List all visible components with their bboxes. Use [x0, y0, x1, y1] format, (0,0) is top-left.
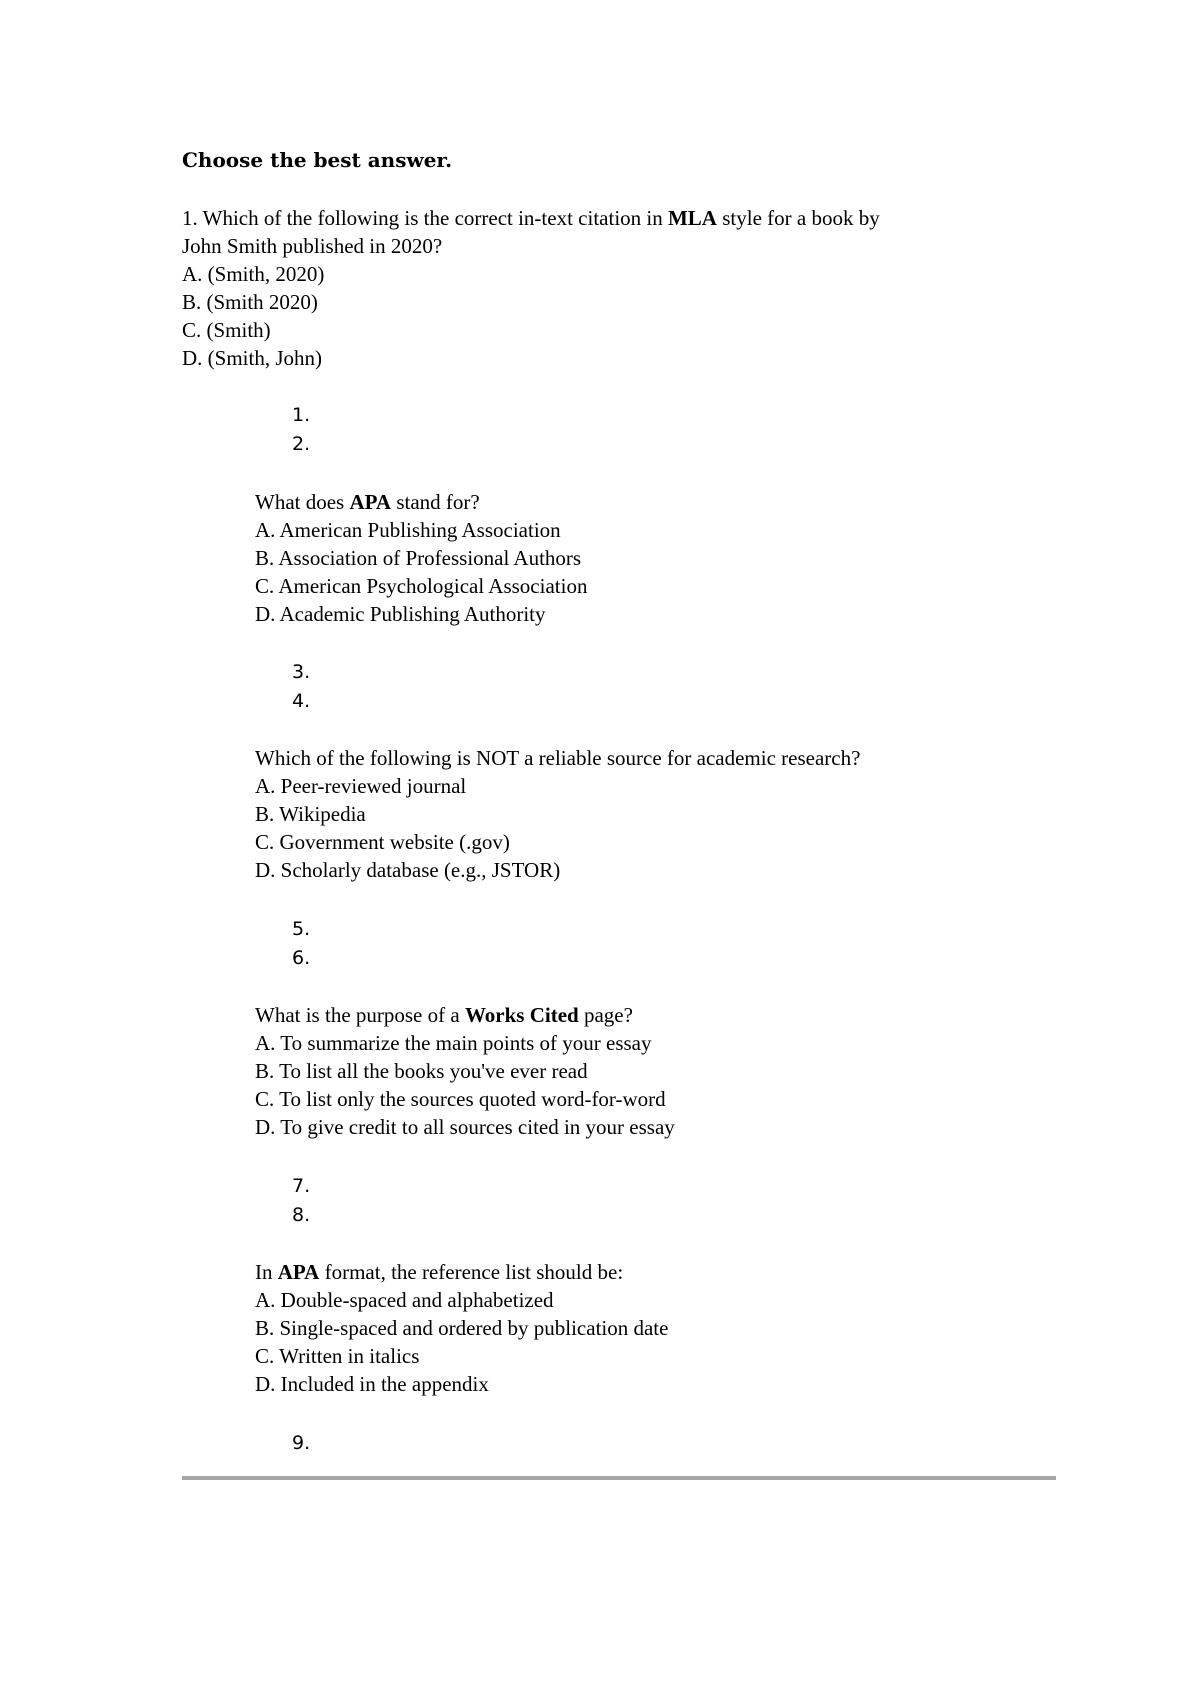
q5-option-a: A. Double-spaced and alphabetized — [255, 1288, 554, 1312]
works-cited-bold: Works Cited — [464, 1003, 579, 1027]
question-2-text: What does APA stand for? — [255, 490, 480, 514]
apa-bold: APA — [349, 490, 392, 514]
q3-option-a: A. Peer-reviewed journal — [255, 774, 467, 798]
q4-option-d: D. To give credit to all sources cited in your essay — [255, 1115, 675, 1139]
q2-option-a: A. American Publishing Association — [255, 518, 561, 542]
list-number-3: 3. — [292, 661, 311, 683]
q3-option-c: C. Government website (.gov) — [255, 830, 510, 854]
question-3-text: Which of the following is NOT a reliable source for academic research? — [255, 746, 861, 770]
instructions-heading: Choose the best answer. — [182, 148, 453, 172]
question-1-text: 1. Which of the following is the correct in-text citation in MLA style for a book by — [182, 206, 880, 230]
list-number-4: 4. — [292, 690, 311, 712]
q4-option-c: C. To list only the sources quoted word-for-word — [255, 1087, 666, 1111]
list-number-9: 9. — [292, 1432, 311, 1454]
q2-option-d: D. Academic Publishing Authority — [255, 602, 546, 626]
list-number-6: 6. — [292, 947, 311, 969]
list-number-1: 1. — [292, 404, 311, 426]
q4-option-b: B. To list all the books you've ever read — [255, 1059, 588, 1083]
question-4-text: What is the purpose of a Works Cited page? — [255, 1003, 633, 1027]
q4-option-a: A. To summarize the main points of your essay — [255, 1031, 652, 1055]
question-1-text-line2: John Smith published in 2020? — [182, 234, 443, 258]
question-5-text: In APA format, the reference list should be: — [255, 1260, 624, 1284]
q3-option-b: B. Wikipedia — [255, 802, 366, 826]
q1-option-b: B. (Smith 2020) — [182, 290, 318, 314]
q5-option-c: C. Written in italics — [255, 1344, 420, 1368]
q5-option-b: B. Single-spaced and ordered by publication date — [255, 1316, 669, 1340]
q1-option-a: A. (Smith, 2020) — [182, 262, 325, 286]
q3-option-d: D. Scholarly database (e.g., JSTOR) — [255, 858, 561, 882]
q1-option-c: C. (Smith) — [182, 318, 271, 342]
mla-bold: MLA — [667, 206, 717, 230]
apa-bold-2: APA — [277, 1260, 320, 1284]
q2-option-b: B. Association of Professional Authors — [255, 546, 582, 570]
q2-option-c: C. American Psychological Association — [255, 574, 588, 598]
list-number-8: 8. — [292, 1204, 311, 1226]
q5-option-d: D. Included in the appendix — [255, 1372, 489, 1396]
list-number-2: 2. — [292, 433, 311, 455]
list-number-7: 7. — [292, 1175, 311, 1197]
list-number-5: 5. — [292, 918, 311, 940]
horizontal-rule — [182, 1476, 1056, 1480]
q1-option-d: D. (Smith, John) — [182, 346, 323, 370]
